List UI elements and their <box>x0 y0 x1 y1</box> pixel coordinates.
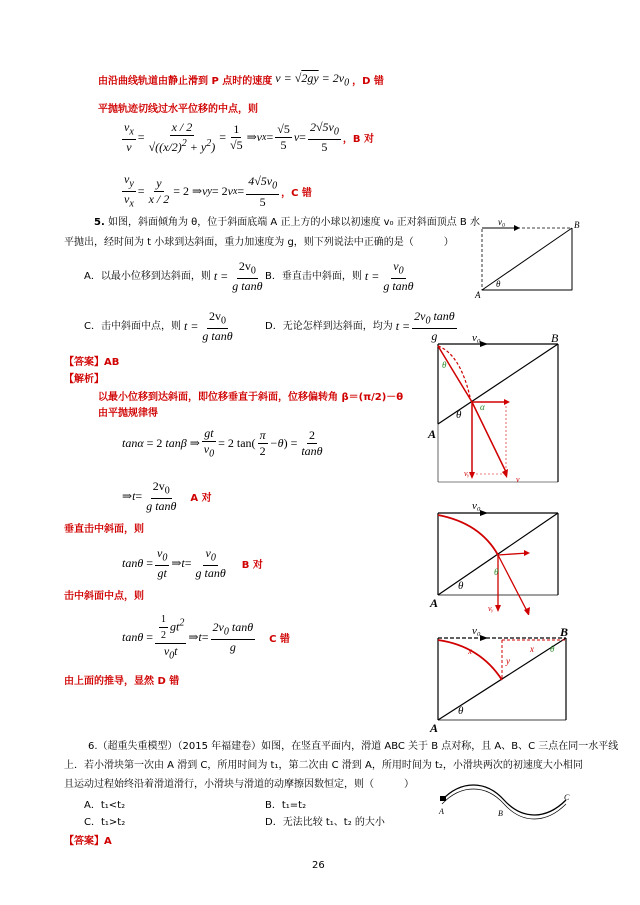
q6-fig-c: C <box>564 793 570 802</box>
analysis-figure-2 <box>420 495 570 615</box>
q5-option-d-label: D．无论怎样到达斜面，均为 <box>265 321 393 333</box>
q5-answer: 【答案】AB <box>64 357 120 368</box>
fig3-v0: v₀ <box>472 625 481 637</box>
fig1-v: v <box>516 475 520 484</box>
fig1-beta: θ <box>442 360 447 370</box>
fig1-a: A <box>428 427 437 441</box>
analysis-figure-3 <box>420 620 580 735</box>
equation-2: $\frac{v_y}{v_x}$ = $\frac{y}{x / 2}$ = 2 ⇒ v y = 2 v x = $\frac{4√5v_0}{5}$ ，C 错 <box>124 172 312 210</box>
q5-option-a: A．以最小位移到达斜面，则 t = $\frac{2v_0}{\text{g tanθ}}$ <box>84 259 263 294</box>
q5-fig-a: A <box>475 290 481 300</box>
fig3-theta: θ <box>458 705 464 717</box>
analysis-c-tail: C 错 <box>269 634 290 646</box>
fig2-vy: vᵧ <box>488 604 494 613</box>
q5-incline-figure <box>472 218 582 300</box>
fig3-a: A <box>430 721 439 735</box>
q5-option-b: B．垂直击中斜面，则 t = $\frac{v_0}{\text{g tanθ}}$ <box>265 259 414 294</box>
analysis-eq-b: tanθ = $\frac{v_0}{gt}$ ⇒ t = $\frac{v_0}{\text{g tanθ}}$ B 对 <box>122 546 263 581</box>
analysis-eq-a2: ⇒ t = $\frac{2v_0}{\text{g tanθ}}$ A 对 <box>122 479 212 514</box>
speed-line <box>98 71 384 88</box>
fig1-vy: vᵧ <box>464 469 470 478</box>
q5-option-c: C．击中斜面中点，则 t = $\frac{2v_0}{\text{g tanθ}}$ <box>84 309 233 344</box>
q5-stem-line1 <box>94 213 480 232</box>
q6-option-b: B．t₁=t₂ <box>265 800 307 811</box>
analysis-a-tail: A 对 <box>190 493 212 505</box>
fig1-theta: θ <box>456 409 462 421</box>
analysis-b-label: 垂直击中斜面，则 <box>64 524 144 535</box>
equation-1-tail: ，B 对 <box>342 134 374 146</box>
q5-option-d: D．无论怎样到达斜面，均为 t = $\frac{2v_0 \tan\theta}{g}$ <box>265 309 455 344</box>
fig1-v0: v₀ <box>472 332 481 344</box>
q6-line2: 上．若小滑块第一次由 A 滑到 C，所用时间为 t₁，第二次由 C 滑到 A，所用时间为 t₂，小滑块两次的初速度大小相同 <box>64 760 583 771</box>
analysis-eq-a: tanα = 2 tanβ ⇒ $\frac{gt}{v_0}$ = 2 tan( $\frac{\pi}{2}$ −θ) = $\frac{2}{\tan\theta}$ <box>122 426 323 460</box>
speed-line-text: 由沿曲线轨道由静止滑到 P 点时的速度 <box>98 76 273 88</box>
page-number: 26 <box>312 860 325 871</box>
fig1-b: B <box>551 332 559 345</box>
q5-number: 5. <box>94 217 105 228</box>
speed-formula: $v = √2gy = 2v_0$ <box>275 71 350 89</box>
fig2-v0: v₀ <box>472 500 481 512</box>
fig2-a: A <box>430 596 439 610</box>
fig3-x2: x <box>530 644 534 654</box>
analysis-label: 【解析】 <box>64 374 104 385</box>
speed-line-tail: ，D 错 <box>352 76 384 88</box>
equation-1: $\frac{v_x}{v}$ = $\frac{x / 2}{√((x/2)^2 + y^2)}$ = $\frac{1}{√5}$ ⇒ v x = $\frac{√5}{5}$ v = $\frac{2√5v_0}{5}$ ，B 对 <box>124 120 374 155</box>
analysis-a1: 以最小位移到达斜面，即位移垂直于斜面，位移偏转角 β＝(π/2)－θ <box>98 392 404 403</box>
fig2-theta: θ <box>458 580 464 592</box>
q6-line3: 且运动过程始终沿着滑道滑行，小滑块与滑道的动摩擦因数恒定，则（ ） <box>64 779 414 790</box>
q5-fig-v0: v₀ <box>498 218 506 227</box>
fig3-b: B <box>560 625 569 639</box>
q5-option-a-label: A．以最小位移到达斜面，则 <box>84 271 211 283</box>
q6-option-d: D．无法比较 t₁、t₂ 的大小 <box>265 817 385 828</box>
q6-answer: 【答案】A <box>64 836 112 847</box>
analysis-figure-1 <box>420 332 570 492</box>
analysis-a2: 由平抛规律得 <box>98 408 158 419</box>
q6-fig-b: B <box>498 809 503 818</box>
analysis-c-label: 击中斜面中点，则 <box>64 591 144 602</box>
fig3-y: y <box>506 656 510 666</box>
q6-fig-a: A <box>439 807 444 816</box>
q6-track-figure <box>436 780 576 820</box>
q5-stem-line2: 平抛出，经时间为 t 小球到达斜面，重力加速度为 g，则下列说法中正确的是（ ） <box>64 237 454 248</box>
q6-option-c: C．t₁>t₂ <box>84 817 126 828</box>
fig3-x1: x <box>468 646 472 656</box>
q5-stem-text1: 如图，斜面倾角为 θ，位于斜面底端 A 正上方的小球以初速度 v₀ 正对斜面顶点 B 水 <box>107 217 480 228</box>
analysis-b-tail: B 对 <box>241 560 263 572</box>
q5-option-b-label: B．垂直击中斜面，则 <box>265 271 362 283</box>
q6-line1: 6.（超重失重模型）（2015 年福建卷）如图，在竖直平面内，滑道 ABC 关于 B 点对称，且 A、B、C 三点在同一水平线 <box>88 741 619 752</box>
q5-option-c-label: C．击中斜面中点，则 <box>84 321 181 333</box>
equation-2-tail: ，C 错 <box>281 188 312 200</box>
fig1-alpha: α <box>480 402 485 412</box>
fig3-theta-green: θ <box>550 644 555 654</box>
fig2-theta-green: θ <box>494 567 499 577</box>
analysis-d-text: 由上面的推导，显然 D 错 <box>64 676 180 687</box>
analysis-eq-c: tanθ = $\frac{1}{2}$ $gt^2$ $v_0t$ ⇒ t = $\frac{2v_0 \tan\theta}{g}$ C 错 <box>122 614 290 662</box>
q5-fig-b: B <box>574 220 580 230</box>
tangent-line-text: 平抛轨迹切线过水平位移的中点，则 <box>98 104 258 115</box>
q6-option-a: A．t₁<t₂ <box>84 800 126 811</box>
q5-fig-theta: θ <box>496 279 501 289</box>
